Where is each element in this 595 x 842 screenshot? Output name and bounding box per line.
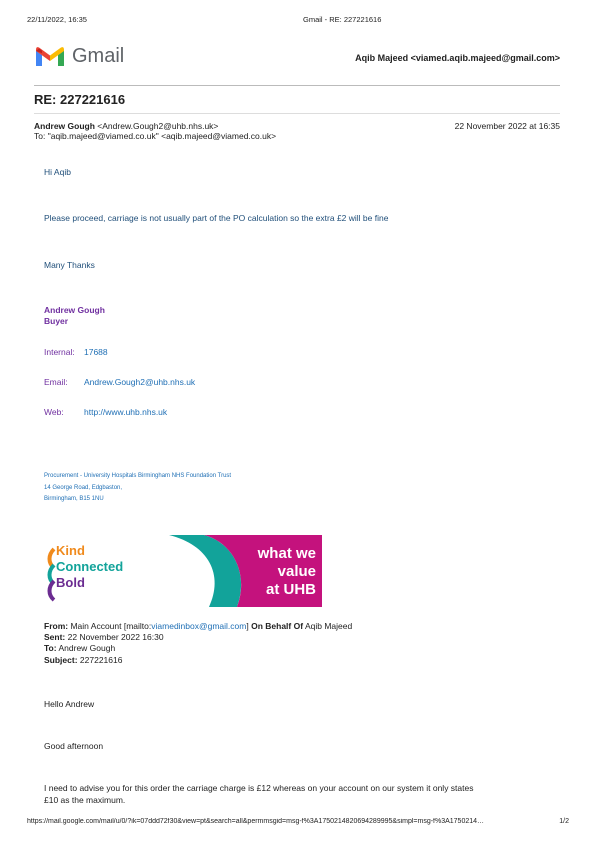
quoted-from-link[interactable]: viamedinbox@gmail.com bbox=[151, 621, 247, 631]
body-text: Please proceed, carriage is not usually part of the PO calculation so the extra £2 will be fine bbox=[44, 213, 389, 223]
email-subject: RE: 227221616 bbox=[34, 92, 126, 107]
account-name: Aqib Majeed <viamed.aqib.majeed@gmail.com> bbox=[355, 53, 560, 63]
uhb-values-banner bbox=[44, 535, 322, 607]
web-label: Web: bbox=[44, 407, 64, 417]
quoted-subject-value: 227221616 bbox=[79, 655, 123, 665]
quoted-body-line-1: I need to advise you for this order the carriage charge is £12 whereas on your account on our system it only states bbox=[44, 783, 474, 793]
address-line-1: Procurement - University Hospitals Birmingham NHS Foundation Trust bbox=[44, 473, 232, 479]
banner-word-connected: Connected bbox=[56, 559, 124, 574]
signature-role: Buyer bbox=[44, 316, 69, 326]
banner-word-kind: Kind bbox=[56, 543, 85, 558]
sender-email: <Andrew.Gough2@uhb.nhs.uk> bbox=[97, 121, 219, 131]
message-date: 22 November 2022 at 16:35 bbox=[454, 121, 560, 131]
quoted-from-label: From: bbox=[44, 621, 69, 631]
quoted-sent-label: Sent: bbox=[44, 632, 66, 642]
on-behalf-value: Aqib Majeed bbox=[304, 621, 353, 631]
header-divider bbox=[34, 85, 560, 86]
quoted-to bbox=[44, 643, 115, 653]
quoted-from-pre: Main Account [mailto: bbox=[70, 621, 152, 631]
quoted-greeting: Hello Andrew bbox=[44, 699, 95, 709]
address-line-2: 14 George Road, Edgbaston, bbox=[44, 485, 123, 491]
quoted-sent bbox=[44, 632, 164, 642]
subject-divider bbox=[34, 113, 560, 114]
quoted-to-value: Andrew Gough bbox=[58, 643, 116, 653]
internal-label: Internal: bbox=[44, 347, 75, 357]
web-link[interactable]: http://www.uhb.nhs.uk bbox=[84, 407, 168, 417]
closing: Many Thanks bbox=[44, 260, 95, 270]
print-url: https://mail.google.com/mail/u/0/?ik=07ddd72f30&view=pt&search=all&permmsgid=msg-f%3A1750214820694289995&simpl=msg-f%3A1750214… bbox=[27, 818, 485, 825]
quoted-to-label: To: bbox=[44, 643, 57, 653]
quoted-subject bbox=[44, 655, 122, 665]
banner-right-2: value bbox=[277, 563, 316, 580]
email-link[interactable]: Andrew.Gough2@uhb.nhs.uk bbox=[84, 377, 196, 387]
print-datetime: 22/11/2022, 16:35 bbox=[27, 15, 87, 24]
quoted-from bbox=[44, 621, 352, 631]
banner-right-1: what we bbox=[257, 545, 316, 562]
banner-word-bold: Bold bbox=[56, 575, 85, 590]
internal-value: 17688 bbox=[84, 347, 108, 357]
gmail-m-icon bbox=[34, 44, 66, 68]
greeting: Hi Aqib bbox=[44, 167, 71, 177]
sender-name: Andrew Gough bbox=[34, 121, 95, 131]
banner-right-3: at UHB bbox=[265, 581, 316, 598]
quoted-subject-label: Subject: bbox=[44, 655, 78, 665]
address-line-3: Birmingham, B15 1NU bbox=[44, 496, 104, 502]
quoted-body-line-2: £10 as the maximum. bbox=[44, 795, 126, 805]
quoted-from-post: ] bbox=[246, 621, 249, 631]
quoted-sent-value: 22 November 2022 16:30 bbox=[67, 632, 164, 642]
gmail-logo bbox=[34, 44, 66, 73]
on-behalf-label: On Behalf Of bbox=[251, 621, 304, 631]
print-page-number: 1/2 bbox=[559, 818, 569, 825]
print-title: Gmail - RE: 227221616 bbox=[303, 15, 382, 24]
signature-name: Andrew Gough bbox=[44, 305, 105, 315]
gmail-logo-text: Gmail bbox=[72, 45, 125, 67]
recipient: To: "aqib.majeed@viamed.co.uk" <aqib.majeed@viamed.co.uk> bbox=[34, 131, 277, 141]
sender bbox=[34, 121, 218, 131]
email-label: Email: bbox=[44, 377, 68, 387]
quoted-salutation: Good afternoon bbox=[44, 741, 104, 751]
